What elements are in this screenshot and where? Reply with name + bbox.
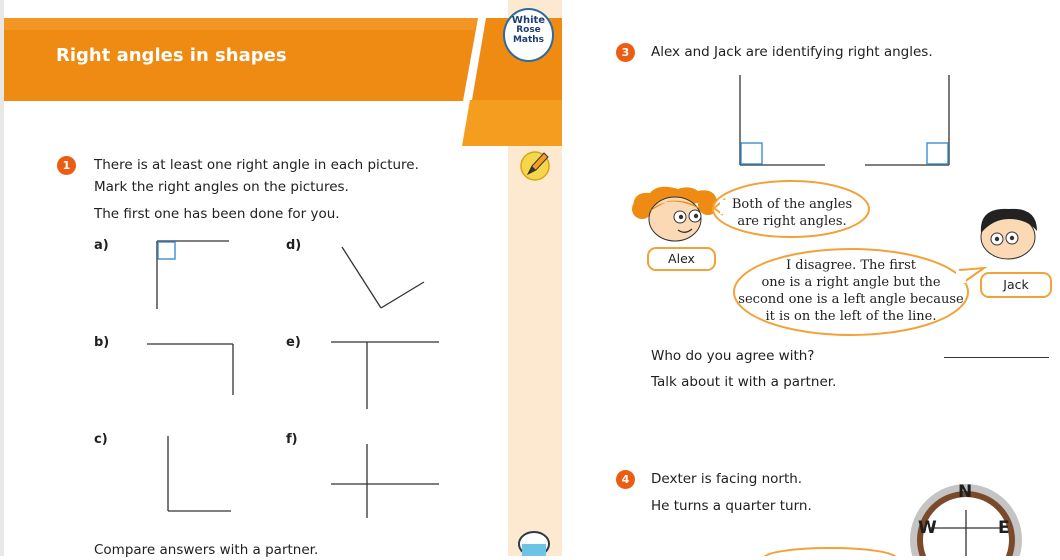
q1-line-3: The first one has been done for you.	[94, 206, 340, 222]
logo-line-3: Maths	[512, 35, 545, 45]
q3-angle-drawings	[560, 70, 1060, 180]
q1-footer: Compare answers with a partner.	[94, 542, 319, 558]
answer-line[interactable]	[944, 357, 1049, 358]
question-1-badge: 1	[57, 156, 76, 175]
picture-a	[157, 241, 229, 309]
label-f: f)	[286, 432, 298, 447]
jack-speech-line-4: it is on the left of the line.	[765, 309, 937, 324]
q3-question: Who do you agree with?	[651, 348, 815, 364]
question-4-badge: 4	[616, 470, 635, 489]
q1-angle-drawings	[0, 0, 505, 556]
alex-speech-line-1: Both of the angles	[731, 197, 853, 212]
q3-talk: Talk about it with a partner.	[651, 374, 837, 390]
alex-speech-line-2: are right angles.	[737, 214, 847, 229]
label-d: d)	[286, 238, 302, 253]
picture-d	[342, 247, 424, 308]
logo-line-1: White	[511, 15, 546, 26]
white-rose-logo	[503, 8, 554, 62]
q3-prompt: Alex and Jack are identifying right angles.	[651, 44, 933, 60]
picture-c	[168, 436, 231, 511]
alex-speech-text	[712, 196, 872, 230]
jack-name: Jack	[1003, 277, 1029, 292]
picture-b	[147, 344, 233, 395]
logo-line-2: Rose	[516, 25, 541, 35]
partial-speech-bubble	[760, 544, 900, 556]
compass-west: W	[918, 518, 937, 538]
alex-name: Alex	[668, 251, 695, 266]
q4-line-1: Dexter is facing north.	[651, 471, 803, 487]
label-c: c)	[94, 432, 108, 447]
page-title: Right angles in shapes	[56, 45, 287, 66]
compass-north: N	[958, 482, 973, 502]
jack-speech-text	[736, 257, 966, 325]
label-e: e)	[286, 335, 301, 350]
question-3-badge: 3	[616, 43, 635, 62]
q4-line-2: He turns a quarter turn.	[651, 498, 812, 514]
alex-name-tag	[647, 247, 716, 271]
pencil-icon	[518, 146, 552, 186]
q1-line-2: Mark the right angles on the pictures.	[94, 179, 349, 195]
picture-e	[331, 342, 439, 409]
label-b: b)	[94, 335, 110, 350]
jack-speech-line-3: second one is a left angle because	[738, 292, 964, 307]
compass-east: E	[998, 518, 1010, 538]
q1-line-1: There is at least one right angle in each picture.	[94, 157, 419, 173]
jack-name-tag	[980, 272, 1052, 298]
jack-speech-line-1: I disagree. The first	[785, 258, 916, 273]
label-a: a)	[94, 238, 109, 253]
jack-speech-line-2: one is a right angle but the	[761, 275, 941, 290]
picture-f	[331, 444, 439, 518]
